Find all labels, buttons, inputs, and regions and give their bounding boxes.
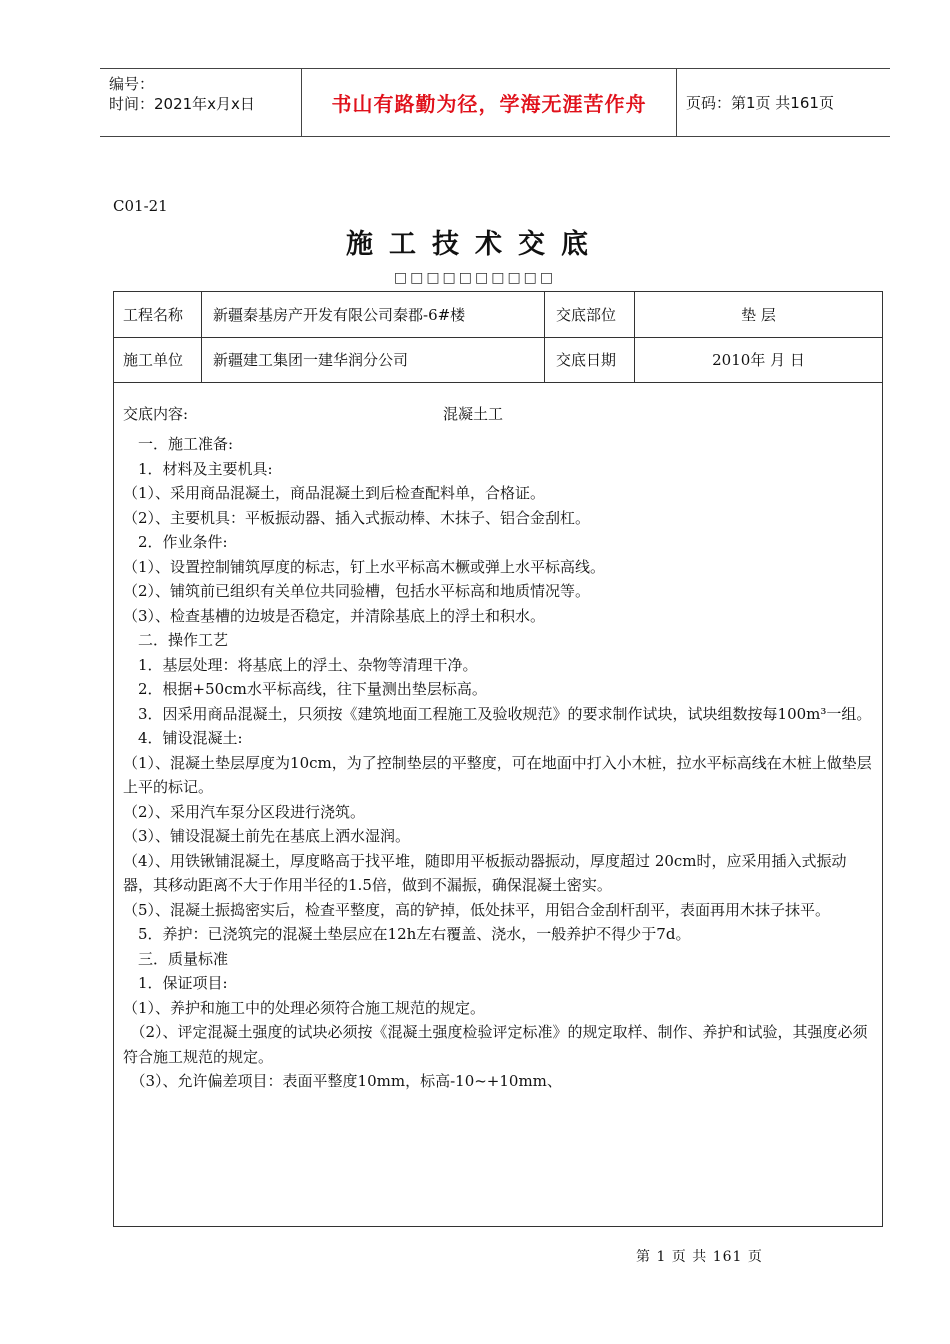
content-line: （2）、评定混凝土强度的试块必须按《混凝土强度检验评定标准》的规定取样、制作、养护和试验，其强度必须符合施工规范的规定。	[123, 1023, 868, 1066]
content-head	[123, 402, 873, 432]
content-line: 2．根据+50cm水平标高线，往下量测出垫层标高。	[123, 680, 487, 698]
disclosure-content	[114, 384, 882, 1094]
content-line: （2）、铺筑前已组织有关单位共同验槽，包括水平标高和地质情况等。	[123, 582, 591, 600]
disclosure-table	[113, 291, 883, 1227]
content-line: 3．因采用商品混凝土，只须按《建筑地面工程施工及验收规范》的要求制作试块，试块组数按每100m³一组。	[123, 704, 872, 723]
header-page-cell	[677, 69, 890, 136]
project-name-value: 新疆秦基房产开发有限公司秦郡-6#楼	[202, 292, 545, 337]
content-line: （1）、采用商品混凝土，商品混凝土到后检查配料单，合格证。	[123, 484, 546, 502]
content-line: 三．质量标准	[123, 949, 229, 968]
content-line: （2）、采用汽车泵分区段进行浇筑。	[123, 802, 366, 821]
content-label: 交底内容:	[123, 405, 189, 423]
doc-subtitle: □□□□□□□□□□	[393, 270, 557, 286]
content-line: 1．基层处理：将基底上的浮土、杂物等清理干净。	[123, 655, 478, 674]
doc-code: C01-21	[113, 197, 168, 215]
content-line: 5．养护：已浇筑完的混凝土垫层应在12h左右覆盖、浇水，一般养护不得少于7d。	[123, 925, 691, 943]
content-topic: 混凝土工	[443, 405, 504, 423]
table-row	[114, 337, 882, 383]
content-line: （1）、养护和施工中的处理必须符合施工规范的规定。	[123, 998, 486, 1017]
construction-unit-value: 新疆建工集团一建华润分公司	[202, 337, 545, 382]
number-label: 编号：	[109, 75, 155, 93]
project-name-label: 工程名称	[114, 292, 202, 337]
page-header	[100, 68, 890, 137]
header-motto-cell	[301, 69, 677, 136]
table-row	[114, 292, 882, 338]
content-line: （1）、设置控制铺筑厚度的标志，钉上水平标高木橛或弹上水平标高线。	[123, 557, 606, 576]
motto-text: 书山有路勤为径，学海无涯苦作舟	[331, 92, 647, 116]
content-line: （3）、允许偏差项目：表面平整度10mm，标高-10~+10mm、	[123, 1072, 562, 1090]
disclosure-date-value: 2010年 月 日	[712, 351, 805, 369]
disclosure-date-label: 交底日期	[545, 337, 635, 382]
construction-unit-label: 施工单位	[114, 337, 202, 382]
disclosure-part-label: 交底部位	[545, 292, 635, 337]
page-info: 页码：第1页 共161页	[686, 94, 834, 112]
page-footer: 第 1 页 共 161 页	[636, 1249, 763, 1265]
disclosure-part-value: 垫 层	[741, 306, 776, 324]
content-line: 1．保证项目:	[123, 974, 228, 992]
content-line: （3）、铺设混凝土前先在基底上洒水湿润。	[123, 827, 411, 845]
doc-title: 施工技术交底	[346, 229, 604, 260]
header-meta	[100, 69, 301, 136]
content-line: （5）、混凝土振捣密实后，检查平整度，高的铲掉，低处抹平，用铝合金刮杆刮平，表面再用木抹子抹平。	[123, 900, 831, 919]
content-line: 二．操作工艺	[123, 631, 229, 649]
time-label: 时间：2021年x月x日	[109, 95, 255, 113]
content-line: （3）、检查基槽的边坡是否稳定，并清除基底上的浮土和积水。	[123, 606, 546, 625]
content-line: （2）、主要机具：平板振动器、插入式振动棒、木抹子、铝合金刮杠。	[123, 508, 591, 527]
content-line: 2．作业条件:	[123, 533, 228, 551]
content-line: （4）、用铁锹铺混凝土，厚度略高于找平堆，随即用平板振动器振动，厚度超过 20cm时，应采用插入式振动器，其移动距离不大于作用半径的1.5倍，做到不漏振，确保混凝土密实。	[123, 851, 847, 894]
content-line: 一．施工准备:	[123, 435, 234, 453]
content-line: （1）、混凝土垫层厚度为10cm，为了控制垫层的平整度，可在地面中打入小木桩，拉水平标高线在木桩上做垫层上平的标记。	[123, 753, 872, 796]
content-line: 4．铺设混凝土:	[123, 729, 243, 747]
content-line: 1．材料及主要机具:	[123, 459, 273, 478]
